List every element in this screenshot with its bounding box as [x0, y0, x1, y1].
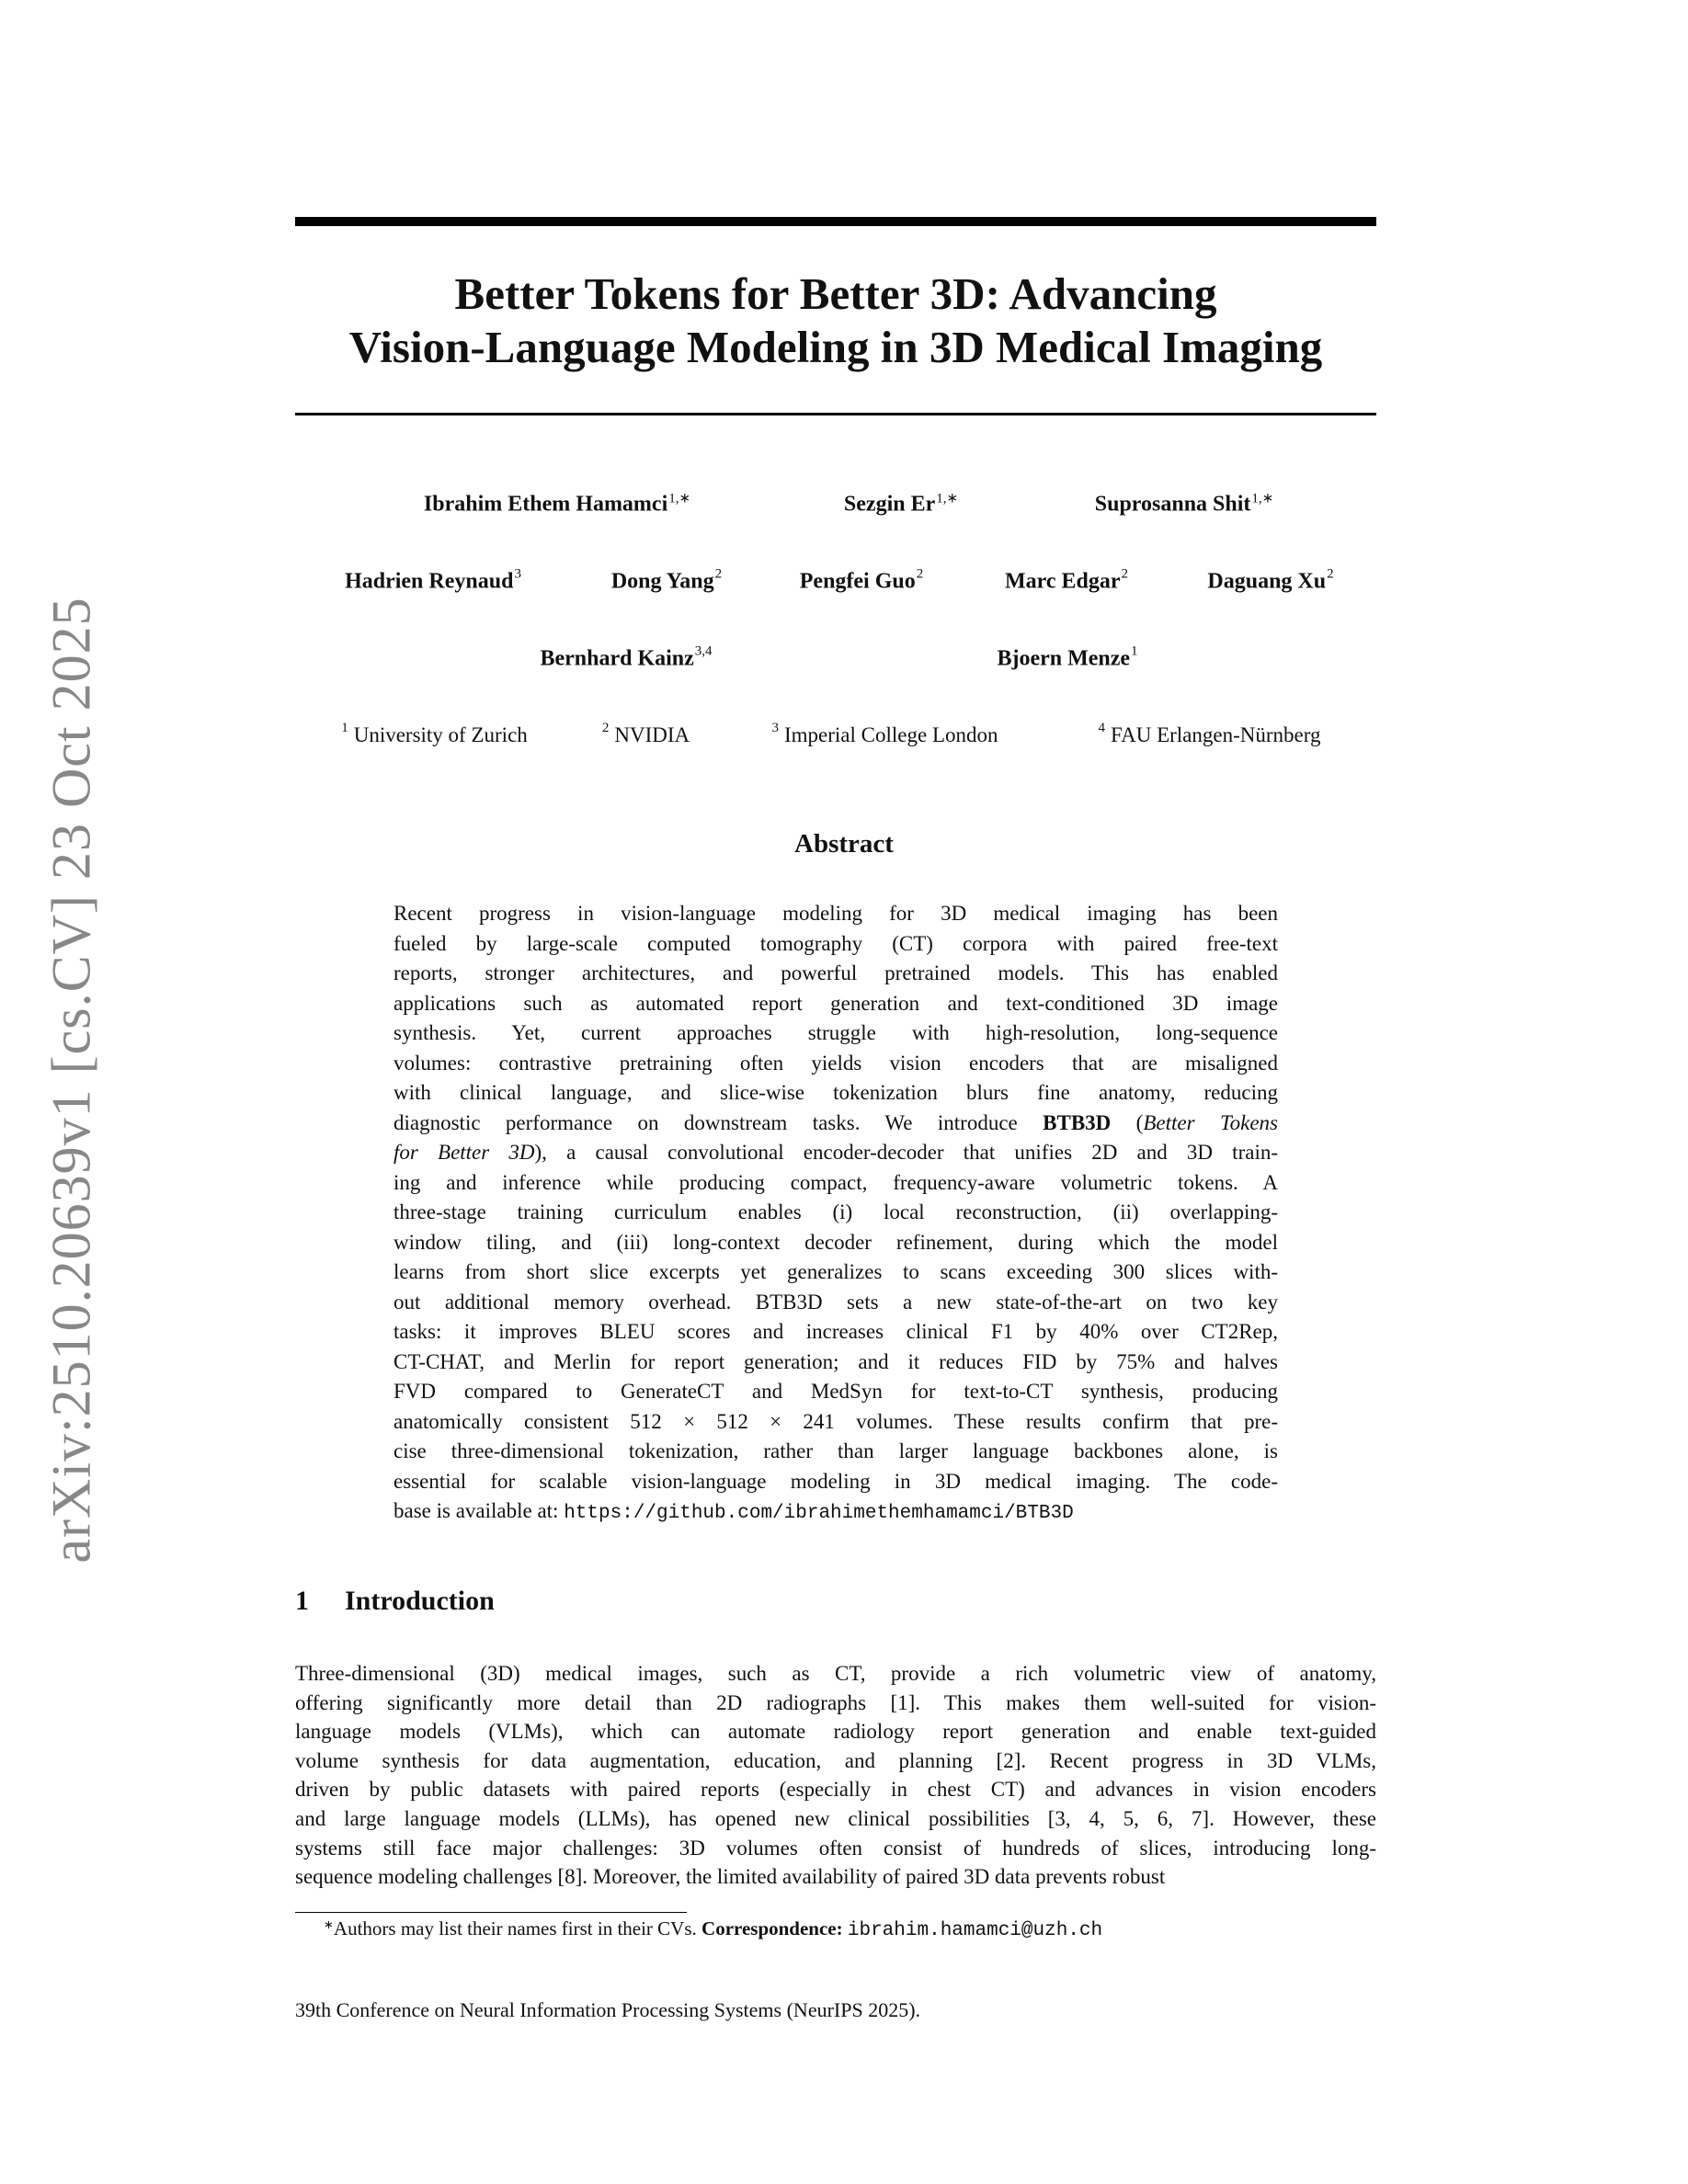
affiliation: $^3$ Imperial College London	[771, 721, 998, 746]
text-line	[393, 1407, 1278, 1437]
text-line	[295, 1746, 1376, 1776]
text-segment: Three-dimensional (3D) medical images, such as CT, provide a rich volumetric view of anatomy,	[295, 1662, 1376, 1685]
footnote-rule	[295, 1912, 687, 1913]
text-segment: sequence modeling challenges [8]. Moreover, the limited availability of paired 3D data prevents robust	[295, 1865, 1166, 1889]
author: Bernhard Kainz$^{3,4}$	[540, 643, 713, 671]
text-segment: Better Tokens	[1143, 1110, 1278, 1134]
text-segment: essential for scalable vision-language modeling in 3D medical imaging. The code-	[393, 1469, 1278, 1493]
text-segment: driven by public datasets with paired reports (especially in chest CT) and advances in vision encoders	[295, 1778, 1376, 1802]
text-segment: CT-CHAT, and Merlin for report generation; and it reduces FID by 75% and halves	[393, 1349, 1278, 1373]
section-heading-introduction: 1 Introduction	[295, 1586, 495, 1616]
conference-note: 39th Conference on Neural Information Processing Systems (NeurIPS 2025).	[295, 1998, 921, 2021]
text-segment: out additional memory overhead. BTB3D sets a new state-of-the-art on two key	[393, 1290, 1278, 1314]
text-segment: with clinical language, and slice-wise tokenization blurs fine anatomy, reducing	[393, 1081, 1278, 1104]
paper-title-line-1: Better Tokens for Better 3D: Advancing	[454, 268, 1217, 319]
text-line	[295, 1775, 1376, 1804]
author: Ibrahim Ethem Hamamci$^{1,∗}$	[423, 491, 691, 517]
arxiv-stamp: arXiv:2510.20639v1 [cs.CV] 23 Oct 2025	[40, 597, 102, 1564]
text-line	[393, 1437, 1278, 1466]
text-line	[393, 1198, 1278, 1227]
author: Bjoern Menze$^1$	[997, 643, 1138, 671]
text-line	[295, 1834, 1376, 1863]
text-line	[393, 1109, 1278, 1138]
text-segment: volumes: contrastive pretraining often yields vision encoders that are misaligned	[393, 1051, 1278, 1075]
author: Dong Yang$^2$	[610, 566, 723, 594]
text-line	[393, 929, 1278, 959]
affiliation: $^1$ University of Zurich	[341, 721, 528, 746]
text-segment: synthesis. Yet, current approaches struggle with high-resolution, long-sequence	[393, 1021, 1278, 1044]
paper-title-line-2: Vision-Language Modeling in 3D Medical Imaging	[348, 322, 1323, 372]
text-line	[393, 1018, 1278, 1048]
text-segment: three-stage training curriculum enables (i) local reconstruction, (ii) overlapping-	[393, 1200, 1278, 1223]
footnote: ∗Authors may list their names first in their CVs. Correspondence: ibrahim.hamamci@uzh.ch	[324, 1917, 1103, 1941]
text-segment: for Better 3D	[393, 1141, 535, 1164]
text-segment: offering significantly more detail than 2D radiographs [1]. This makes them well-suited for vision-	[295, 1690, 1376, 1714]
text-line	[393, 1317, 1278, 1347]
code-link[interactable]: https://github.com/ibrahimethemhamamci/BTB3D	[564, 1503, 1074, 1524]
text-segment: applications such as automated report generation and text-conditioned 3D image	[393, 991, 1278, 1015]
text-segment: ing and inference while producing compact, frequency-aware volumetric tokens. A	[393, 1170, 1278, 1194]
text-line	[295, 1717, 1376, 1746]
author: Hadrien Reynaud$^3$	[345, 566, 521, 594]
text-segment: Recent progress in vision-language modeling for 3D medical imaging has been	[393, 902, 1278, 925]
text-line	[393, 1467, 1278, 1496]
text-line	[295, 1659, 1376, 1689]
text-segment: fueled by large-scale computed tomography (CT) corpora with paired free-text	[393, 931, 1278, 955]
text-line	[393, 1257, 1278, 1287]
text-line	[393, 1138, 1278, 1167]
affiliation: $^4$ FAU Erlangen-Nürnberg	[1098, 721, 1321, 746]
text-line	[393, 1496, 1278, 1529]
title-bottom-rule	[295, 413, 1376, 415]
author: Suprosanna Shit$^{1,∗}$	[1094, 491, 1274, 517]
affiliation: $^2$ NVIDIA	[601, 721, 690, 746]
text-line	[295, 1862, 1376, 1892]
title-top-rule	[295, 217, 1376, 226]
text-segment: window tiling, and (iii) long-context decoder refinement, during which the model	[393, 1230, 1278, 1254]
author: Daguang Xu$^2$	[1207, 566, 1334, 594]
text-segment: ), a causal convolutional encoder-decoder that unifies 2D and 3D train-	[534, 1141, 1278, 1164]
text-line	[393, 989, 1278, 1018]
text-segment: (	[1111, 1110, 1144, 1134]
text-line	[393, 1288, 1278, 1317]
text-segment: reports, stronger architectures, and powerful pretrained models. This has enabled	[393, 961, 1278, 984]
text-line	[393, 1348, 1278, 1377]
text-segment: and large language models (LLMs), has opened new clinical possibilities [3, 4, 5, 6, 7]. However, these	[295, 1807, 1376, 1830]
abstract-heading: Abstract	[794, 829, 894, 859]
text-line	[295, 1689, 1376, 1718]
author: Pengfei Guo$^2$	[799, 566, 924, 594]
text-line	[295, 1804, 1376, 1834]
text-segment: diagnostic performance on downstream tasks. We introduce	[393, 1110, 1044, 1134]
author: Marc Edgar$^2$	[1004, 566, 1129, 594]
text-segment: anatomically consistent 512 × 512 × 241 volumes. These results confirm that pre-	[393, 1409, 1278, 1433]
text-segment: volume synthesis for data augmentation, education, and planning [2]. Recent progress in 3D VLMs,	[295, 1748, 1376, 1772]
text-segment: systems still face major challenges: 3D volumes often consist of hundreds of slices, introducing long-	[295, 1836, 1376, 1860]
text-segment: BTB3D	[1043, 1110, 1112, 1134]
text-segment: language models (VLMs), which can automate radiology report generation and enable text-guided	[295, 1720, 1376, 1744]
text-segment: FVD compared to GenerateCT and MedSyn for text-to-CT synthesis, producing	[393, 1380, 1278, 1403]
text-segment: cise three-dimensional tokenization, rather than larger language backbones alone, is	[393, 1439, 1278, 1462]
text-segment: tasks: it improves BLEU scores and increases clinical F1 by 40% over CT2Rep,	[393, 1320, 1278, 1343]
text-line	[393, 1078, 1278, 1108]
correspondence-email[interactable]: ibrahim.hamamci@uzh.ch	[847, 1920, 1103, 1941]
text-line	[393, 1049, 1278, 1078]
text-line	[393, 1168, 1278, 1198]
text-line	[393, 1228, 1278, 1257]
text-line	[393, 899, 1278, 928]
text-segment: learns from short slice excerpts yet generalizes to scans exceeding 300 slices with-	[393, 1260, 1278, 1283]
text-line	[393, 959, 1278, 988]
author: Sezgin $Er^{1,∗}$	[843, 491, 959, 517]
text-segment: base is available at:	[393, 1499, 565, 1522]
text-line	[393, 1377, 1278, 1406]
